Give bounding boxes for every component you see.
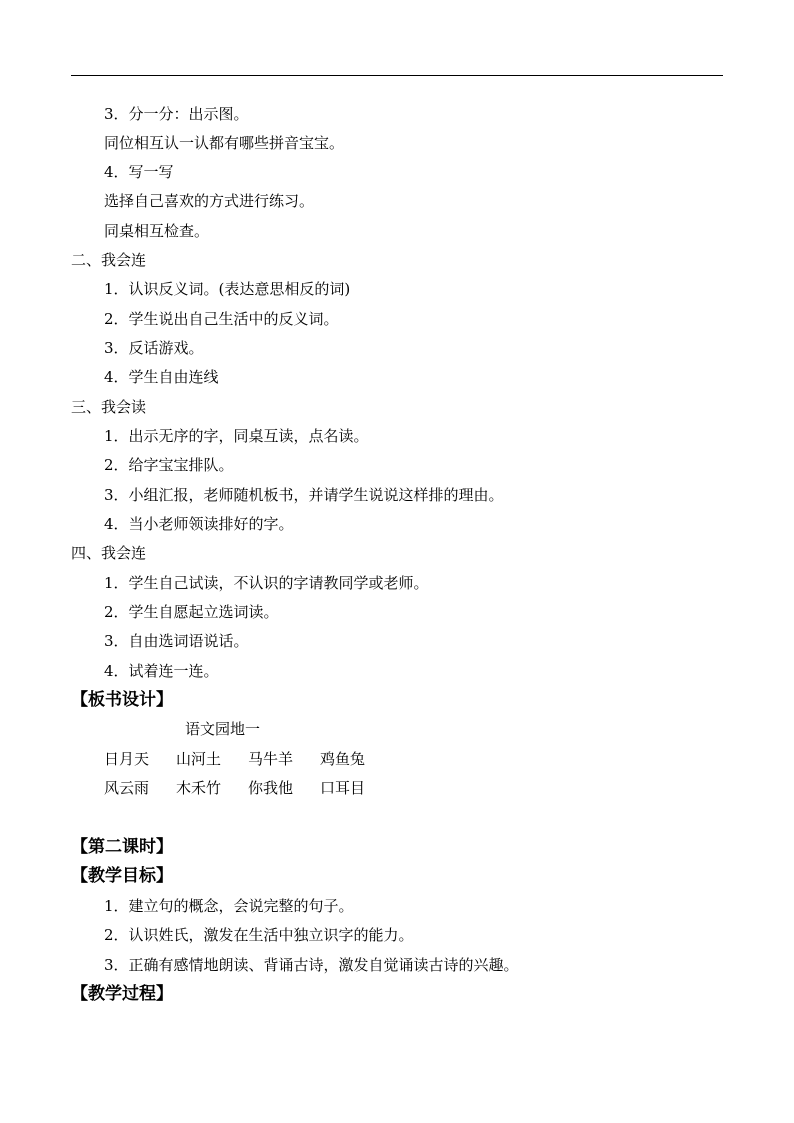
section-heading-wohuilian-2: 四、我会连 bbox=[71, 544, 147, 562]
check-text: 同桌相互检查。 bbox=[104, 222, 210, 240]
step-xieyixie: 4．写一写 bbox=[104, 163, 174, 181]
board-word: 木禾竹 bbox=[176, 779, 222, 797]
list-item: 4．试着连一连。 bbox=[104, 662, 219, 680]
section-heading-wohuidu: 三、我会读 bbox=[71, 398, 147, 416]
list-item: 1．认识反义词。(表达意思相反的词) bbox=[104, 280, 351, 298]
goal-item: 1．建立句的概念，会说完整的句子。 bbox=[104, 897, 354, 915]
teaching-process-heading: 【教学过程】 bbox=[71, 984, 173, 1004]
list-item: 3．小组汇报，老师随机板书，并请学生说说这样排的理由。 bbox=[104, 486, 504, 504]
board-word: 风云雨 bbox=[104, 779, 150, 797]
list-item: 2．学生说出自己生活中的反义词。 bbox=[104, 310, 339, 328]
list-item: 4．当小老师领读排好的字。 bbox=[104, 515, 294, 533]
header-rule bbox=[71, 75, 723, 76]
board-design-heading: 【板书设计】 bbox=[71, 690, 173, 710]
list-item: 1．出示无序的字，同桌互读，点名读。 bbox=[104, 427, 369, 445]
list-item: 2．给字宝宝排队。 bbox=[104, 456, 234, 474]
goal-item: 3．正确有感情地朗读、背诵古诗，激发自觉诵读古诗的兴趣。 bbox=[104, 956, 519, 974]
list-item: 1．学生自己试读，不认识的字请教同学或老师。 bbox=[104, 574, 429, 592]
pair-recognize-text: 同位相互认一认都有哪些拼音宝宝。 bbox=[104, 134, 345, 152]
step-fenyifen: 3．分一分：出示图。 bbox=[104, 105, 249, 123]
practice-text: 选择自己喜欢的方式进行练习。 bbox=[104, 192, 315, 210]
list-item: 4．学生自由连线 bbox=[104, 368, 219, 386]
list-item: 2．学生自愿起立选词读。 bbox=[104, 603, 279, 621]
board-word: 鸡鱼兔 bbox=[320, 750, 366, 768]
list-item: 3．反话游戏。 bbox=[104, 339, 204, 357]
teaching-goals-heading: 【教学目标】 bbox=[71, 866, 173, 886]
board-title: 语文园地一 bbox=[185, 720, 261, 738]
board-word: 日月天 bbox=[104, 750, 150, 768]
board-word: 山河土 bbox=[176, 750, 222, 768]
board-word: 马牛羊 bbox=[248, 750, 294, 768]
board-word: 口耳目 bbox=[320, 779, 366, 797]
list-item: 3．自由选词语说话。 bbox=[104, 632, 249, 650]
goal-item: 2．认识姓氏，激发在生活中独立识字的能力。 bbox=[104, 926, 414, 944]
board-word: 你我他 bbox=[248, 779, 294, 797]
second-lesson-heading: 【第二课时】 bbox=[71, 837, 173, 857]
section-heading-wohuilian: 二、我会连 bbox=[71, 251, 147, 269]
